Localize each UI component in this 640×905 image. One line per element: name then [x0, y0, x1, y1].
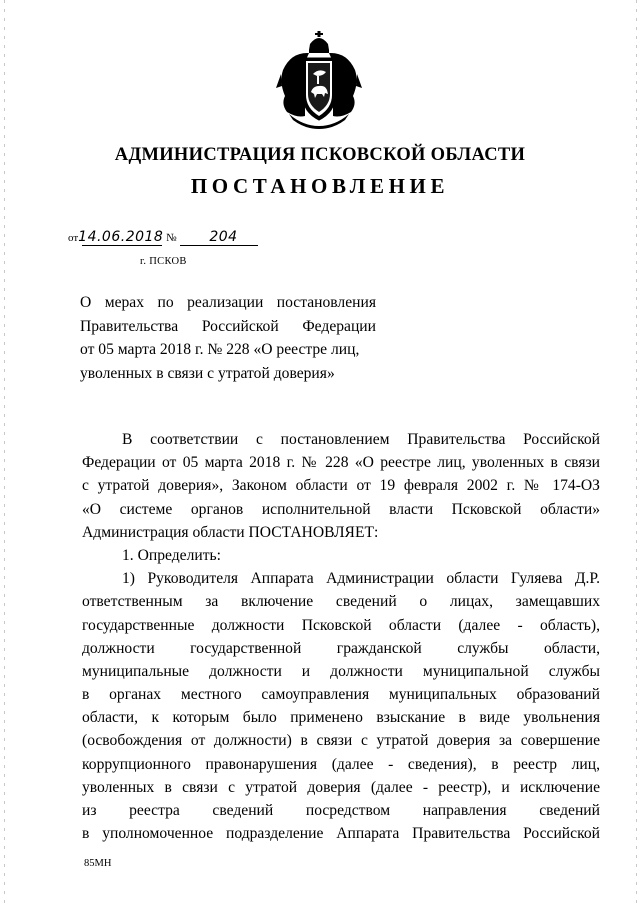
body-line: из реестра сведений посредством направления сведений — [82, 802, 600, 819]
body-line: в органах местного самоуправления муниципальных образований — [82, 686, 600, 704]
registration-line — [68, 229, 238, 245]
body-line: 1) Руководителя Аппарата Администрации области Гуляева Д.Р. — [122, 570, 600, 588]
subject-line: уволенных в связи с утратой доверия» — [80, 364, 335, 382]
city-label: г. ПСКОВ — [140, 256, 187, 267]
body-line: (освобождения от должности) в связи с утратой доверия за совершение — [82, 732, 600, 750]
number-underline — [180, 245, 258, 246]
date-prefix: от — [68, 232, 79, 244]
subject-line: О мерах по реализации постановления — [80, 294, 376, 311]
body-line: должности государственной гражданской службы области, — [82, 639, 600, 657]
body-line: государственные должности Псковской области (далее - область), — [82, 616, 600, 634]
number-prefix: № — [166, 232, 177, 244]
body-line: области, к которым было применено взыскание в виде увольнения — [82, 709, 600, 727]
body-line: уволенных в связи с утратой доверия (далее - реестр), и исключение — [82, 778, 600, 796]
body-text — [82, 428, 600, 845]
body-line: с утратой доверия», Законом области от 19 февраля 2002 г. № 174-ОЗ — [82, 477, 600, 495]
document-type-heading: ПОСТАНОВЛЕНИЕ — [190, 174, 450, 198]
scan-edge-left — [4, 0, 5, 905]
body-line: муниципальные должности и должности муниципальной службы — [82, 662, 600, 680]
date-underline — [82, 245, 162, 246]
subject-line: от 05 марта 2018 г. № 228 «О реестре лиц, — [80, 341, 360, 358]
scan-edge-right — [636, 0, 637, 905]
body-line: Федерации от 05 марта 2018 г. № 228 «О реестре лиц, уволенных в связи — [82, 454, 600, 472]
subject-line: Правительства Российской Федерации — [80, 317, 376, 335]
handwritten-number: 204 — [209, 229, 238, 245]
handwritten-date: 14.06.2018 — [78, 229, 164, 245]
organization-title: АДМИНИСТРАЦИЯ ПСКОВСКОЙ ОБЛАСТИ — [114, 145, 526, 165]
body-line: Администрация области ПОСТАНОВЛЯЕТ: — [82, 523, 379, 541]
body-line: в уполномоченное подразделение Аппарата Правительства Российской — [82, 825, 600, 843]
pskov-oblast-coat-of-arms-icon — [273, 30, 365, 130]
body-line: коррупционного правонарушения (далее - сведения), в реестр лиц, — [82, 755, 600, 773]
subject-block — [80, 291, 376, 385]
body-line: «О системе органов исполнительной власти Псковской области» — [82, 500, 600, 518]
body-line: ответственным за включение сведений о лицах, замещавших — [82, 593, 600, 611]
body-line: В соответствии с постановлением Правительства Российской — [122, 431, 600, 448]
footer-code: 85МН — [84, 858, 112, 869]
body-line: 1. Определить: — [122, 546, 221, 564]
